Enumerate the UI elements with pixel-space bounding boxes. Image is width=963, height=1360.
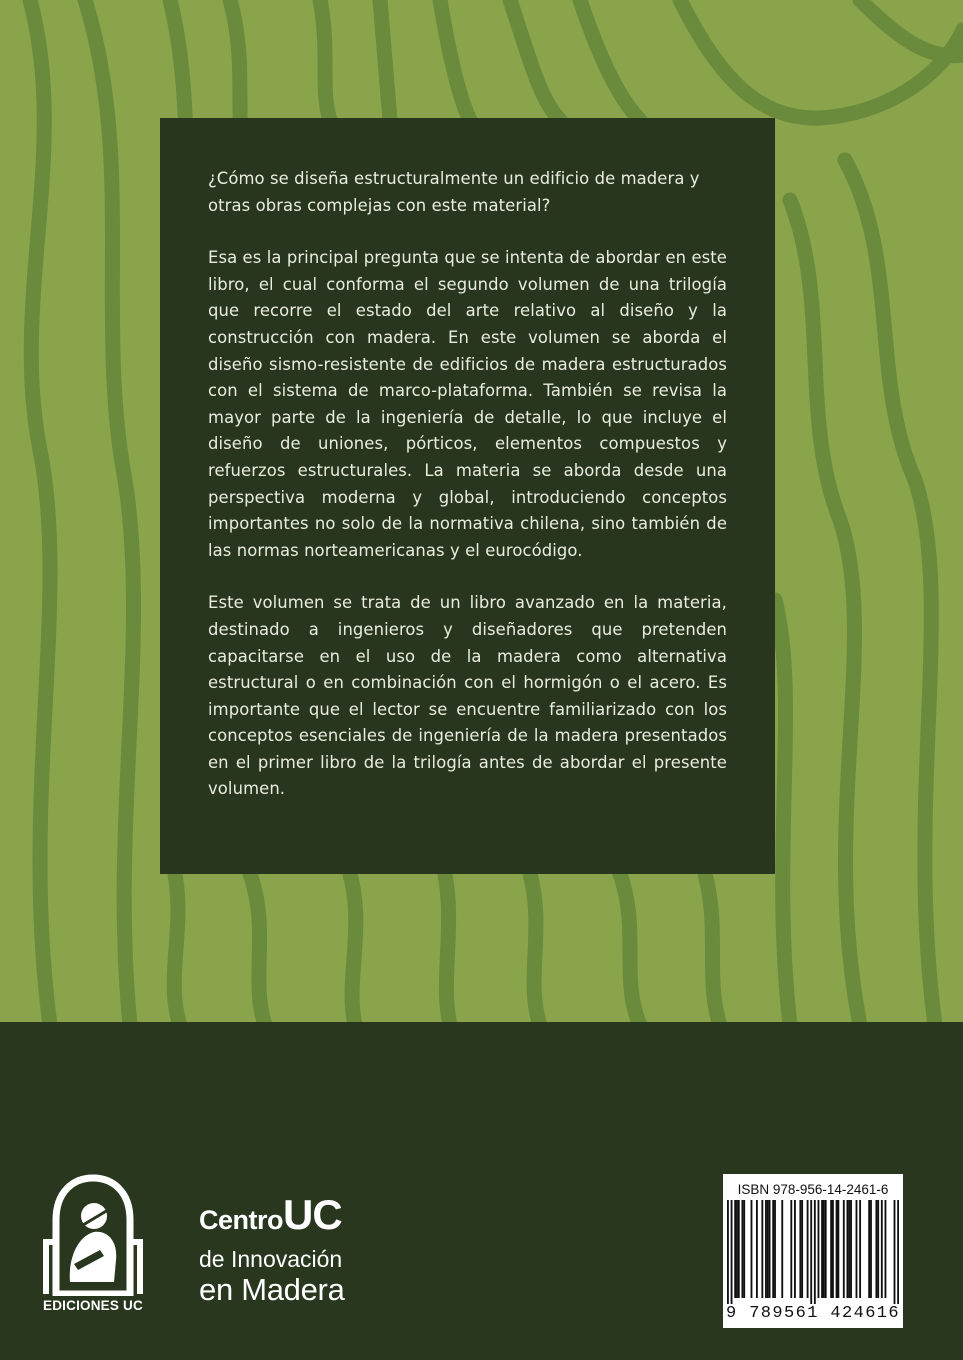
barcode-bar [818,1200,820,1298]
barcode-bar [870,1200,872,1298]
barcode-icon [727,1200,899,1304]
centro-line-2: de Innovación [199,1246,343,1272]
barcode-bar [801,1200,803,1298]
barcode-bar [868,1200,870,1298]
description-intro: ¿Cómo se diseña estructuralmente un edificio de madera y otras obras complejas con este material? [208,169,700,215]
barcode-bar [794,1200,796,1298]
barcode-bar [856,1200,858,1298]
isbn-barcode-box [723,1174,903,1328]
barcode-bar [897,1200,899,1304]
centro-uc-logo [199,1193,345,1308]
barcode-bar [772,1200,774,1298]
barcode-bar [736,1200,738,1298]
barcode-bar [743,1200,745,1298]
centro-line-3: en Madera [199,1272,345,1307]
barcode-bar [774,1200,776,1298]
description-box [160,118,775,874]
barcode-bar [810,1200,812,1304]
barcode-bar [837,1200,839,1298]
barcode-bar [830,1200,832,1298]
barcode-bar [832,1200,834,1298]
barcode-bar [823,1200,825,1298]
barcode-bar [761,1200,763,1298]
barcode-bar [767,1200,769,1298]
barcode-bar [738,1200,740,1298]
description-body: Esa es la principal pregunta que se intenta de abordar en este libro, el cual conforma el segundo volumen de una trilogía que recorre el estado del arte relativo al diseño y la construcción con madera. En este volumen se aborda el diseño sismo-resistente de edificios de madera estructurados con el sistema de marco-plataforma. También se revisa la mayor parte de la ingeniería de detalle, lo que incluye el diseño de uniones, pórticos, elementos compuestos y refuerzos estructurales. La materia se aborda desde una perspectiva moderna y global, introduciendo conceptos importantes no solo de la normativa chilena, sino también de las normas norteamericanas y el eurocódigo. [208,248,727,560]
barcode-bar [821,1200,823,1298]
barcode-bar [799,1200,801,1298]
barcode-bar [825,1200,827,1298]
barcode-bar [769,1200,771,1298]
barcode-bar [781,1200,783,1298]
barcode-bar [885,1200,887,1298]
ediciones-uc-logo [38,1170,148,1320]
barcode-bar [848,1200,850,1298]
publisher-name: EDICIONES UC [43,1298,143,1313]
barcode-bar [877,1200,879,1298]
centro-word: Centro [199,1205,283,1235]
barcode-bar [875,1200,877,1298]
barcode-bar [859,1200,861,1298]
isbn-label: ISBN 978-956-14-2461-6 [737,1182,889,1197]
barcode-bar [881,1200,883,1298]
barcode-bar [894,1200,896,1304]
barcode-bar [814,1200,816,1304]
barcode-bar [727,1200,729,1304]
barcode-bar [741,1200,743,1298]
uc-word: UC [283,1191,342,1238]
barcode-bar [756,1200,758,1298]
barcode-bar [843,1200,845,1298]
description-audience: Este volumen se trata de un libro avanzado en la materia, destinado a ingenieros y diseñadores que pretenden capacitarse en el uso de la madera como alternativa estructural o en combinación con el hormigón o el acero. Es importante que el lector se encuentre familiarizado con los conceptos esenciales de ingeniería de la madera presentados en el primer libro de la trilogía antes de abordar el presente volumen. [208,593,727,799]
barcode-bar [850,1200,852,1298]
barcode-bar [836,1200,838,1298]
barcode-bar [765,1200,767,1298]
isbn-digits: 9 789561 424616 [725,1304,901,1323]
barcode-bar [734,1200,736,1298]
barcode-bar [790,1200,792,1298]
barcode-bar [751,1200,753,1298]
ediciones-uc-emblem-icon [38,1170,148,1296]
barcode-bar [846,1200,848,1298]
barcode-bar [807,1200,809,1298]
barcode-bar [731,1200,733,1304]
